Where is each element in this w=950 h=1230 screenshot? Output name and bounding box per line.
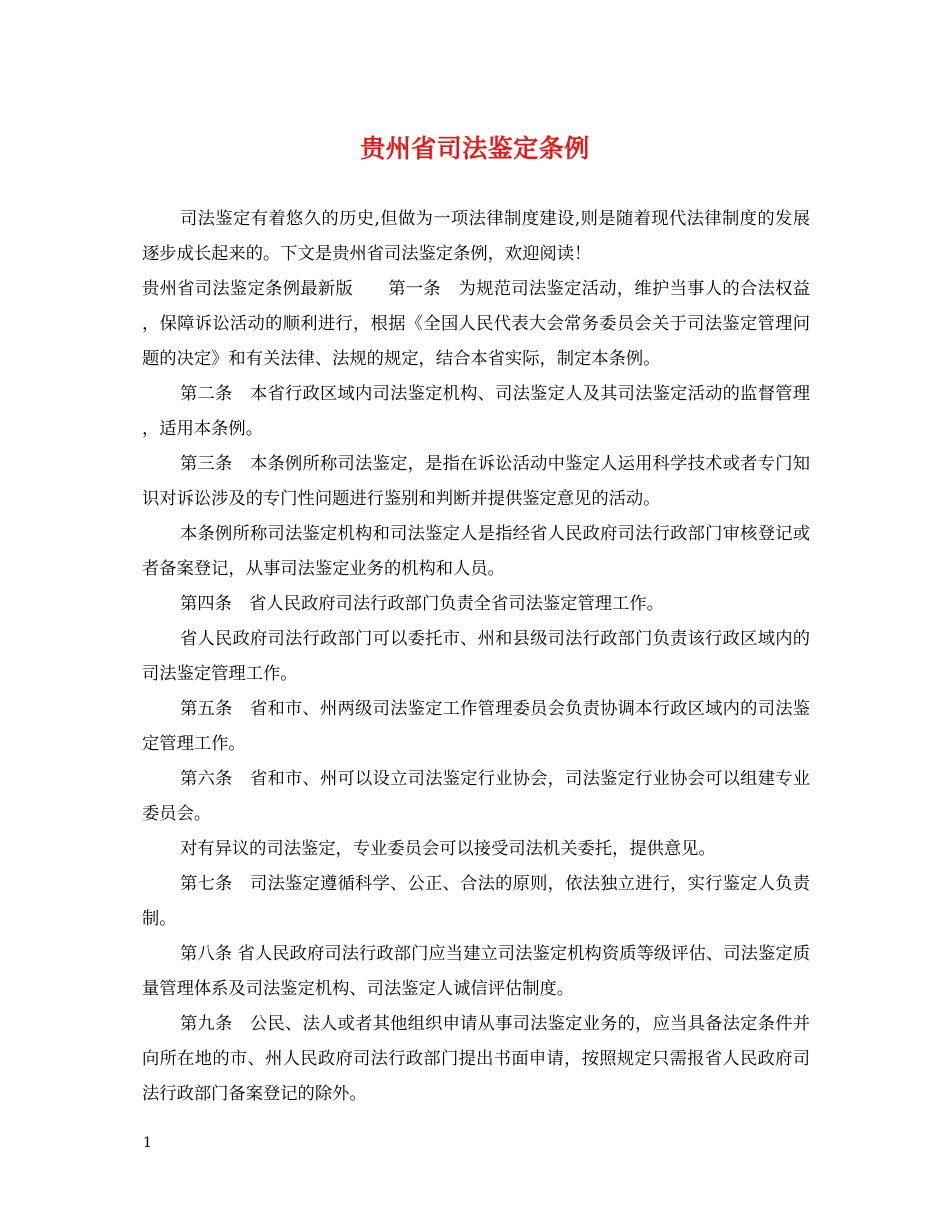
paragraph: 对有异议的司法鉴定，专业委员会可以接受司法机关委托，提供意见。 [180, 839, 716, 859]
paragraph: 第八条 省人民政府司法行政部门应当建立司法鉴定机构资质等级评估、司法鉴定质量管理体系及司法鉴定机构、司法鉴定人诚信评估制度。 [142, 944, 810, 999]
paragraph: 第七条 司法鉴定遵循科学、公正、合法的原则，依法独立进行，实行鉴定人负责制。 [142, 874, 810, 929]
paragraph: 第二条 本省行政区域内司法鉴定机构、司法鉴定人及其司法鉴定活动的监督管理，适用本条例。 [142, 384, 810, 439]
paragraph: 省人民政府司法行政部门可以委托市、州和县级司法行政部门负责该行政区域内的司法鉴定管理工作。 [142, 629, 810, 684]
paragraph: 第四条 省人民政府司法行政部门负责全省司法鉴定管理工作。 [180, 594, 664, 614]
paragraph: 第五条 省和市、州两级司法鉴定工作管理委员会负责协调本行政区域内的司法鉴定管理工作。 [142, 699, 810, 754]
paragraph: 本条例所称司法鉴定机构和司法鉴定人是指经省人民政府司法行政部门审核登记或者备案登记，从事司法鉴定业务的机构和人员。 [142, 524, 810, 579]
paragraph: 第六条 省和市、州可以设立司法鉴定行业协会，司法鉴定行业协会可以组建专业委员会。 [142, 769, 810, 824]
paragraph: 司法鉴定有着悠久的历史,但做为一项法律制度建设,则是随着现代法律制度的发展逐步成长起来的。下文是贵州省司法鉴定条例，欢迎阅读！ [142, 209, 810, 264]
paragraph: 第三条 本条例所称司法鉴定，是指在诉讼活动中鉴定人运用科学技术或者专门知识对诉讼涉及的专门性问题进行鉴别和判断并提供鉴定意见的活动。 [142, 454, 810, 509]
paragraph: 第九条 公民、法人或者其他组织申请从事司法鉴定业务的，应当具备法定条件并向所在地的市、州人民政府司法行政部门提出书面申请，按照规定只需报省人民政府司法行政部门备案登记的除外。 [142, 1014, 810, 1104]
document-title: 贵州省司法鉴定条例 [360, 134, 590, 163]
paragraph: 贵州省司法鉴定条例最新版 第一条 为规范司法鉴定活动，维护当事人的合法权益，保障诉讼活动的顺利进行，根据《全国人民代表大会常务委员会关于司法鉴定管理问题的决定》和有关法律、法规的规定，结合本省实际，制定本条例。 [142, 279, 810, 369]
page-number: 1 [143, 1135, 152, 1151]
document-body [142, 202, 810, 1112]
